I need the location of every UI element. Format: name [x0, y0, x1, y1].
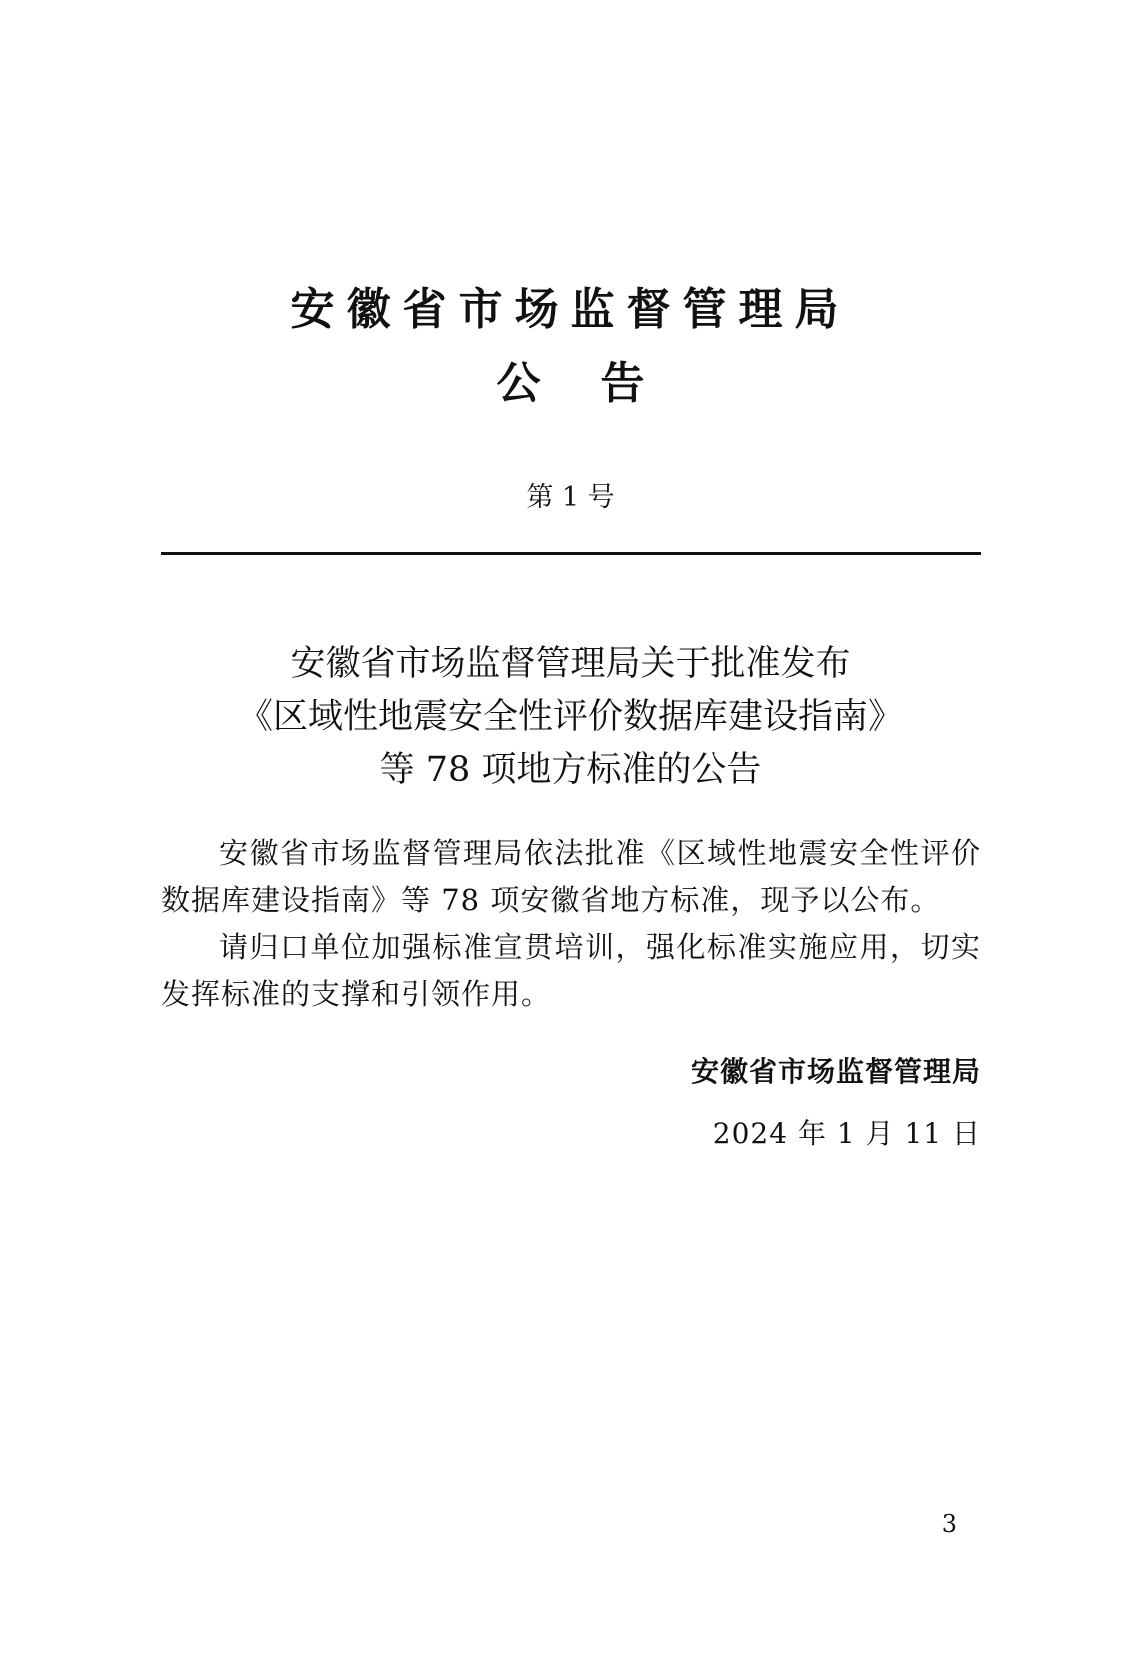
document-type: 公告: [496, 358, 705, 409]
announcement-headline: [0, 638, 1141, 797]
issue-date: 2024 年 1 月 11 日: [712, 1117, 981, 1150]
document-number: 第 1 号: [526, 482, 615, 513]
organization-title: 安徽省市场监督管理局: [290, 284, 851, 335]
headline-line-3: 等 78 项地方标准的公告: [379, 750, 762, 790]
body-paragraph-1: 安徽省市场监督管理局依法批准《区域性地震安全性评价数据库建设指南》等 78 项安徽省地方标准，现予以公布。: [161, 836, 981, 917]
page-number: 3: [941, 1510, 957, 1538]
issuer-signature: 安徽省市场监督管理局: [690, 1055, 981, 1088]
header-divider: [161, 552, 981, 555]
headline-line-2: 《区域性地震安全性评价数据库建设指南》: [237, 697, 903, 737]
body-paragraph-2: 请归口单位加强标准宣贯培训，强化标准实施应用，切实发挥标准的支撑和引领作用。: [161, 930, 981, 1011]
announcement-body: [161, 830, 981, 1018]
headline-line-1: 安徽省市场监督管理局关于批准发布: [290, 644, 851, 684]
